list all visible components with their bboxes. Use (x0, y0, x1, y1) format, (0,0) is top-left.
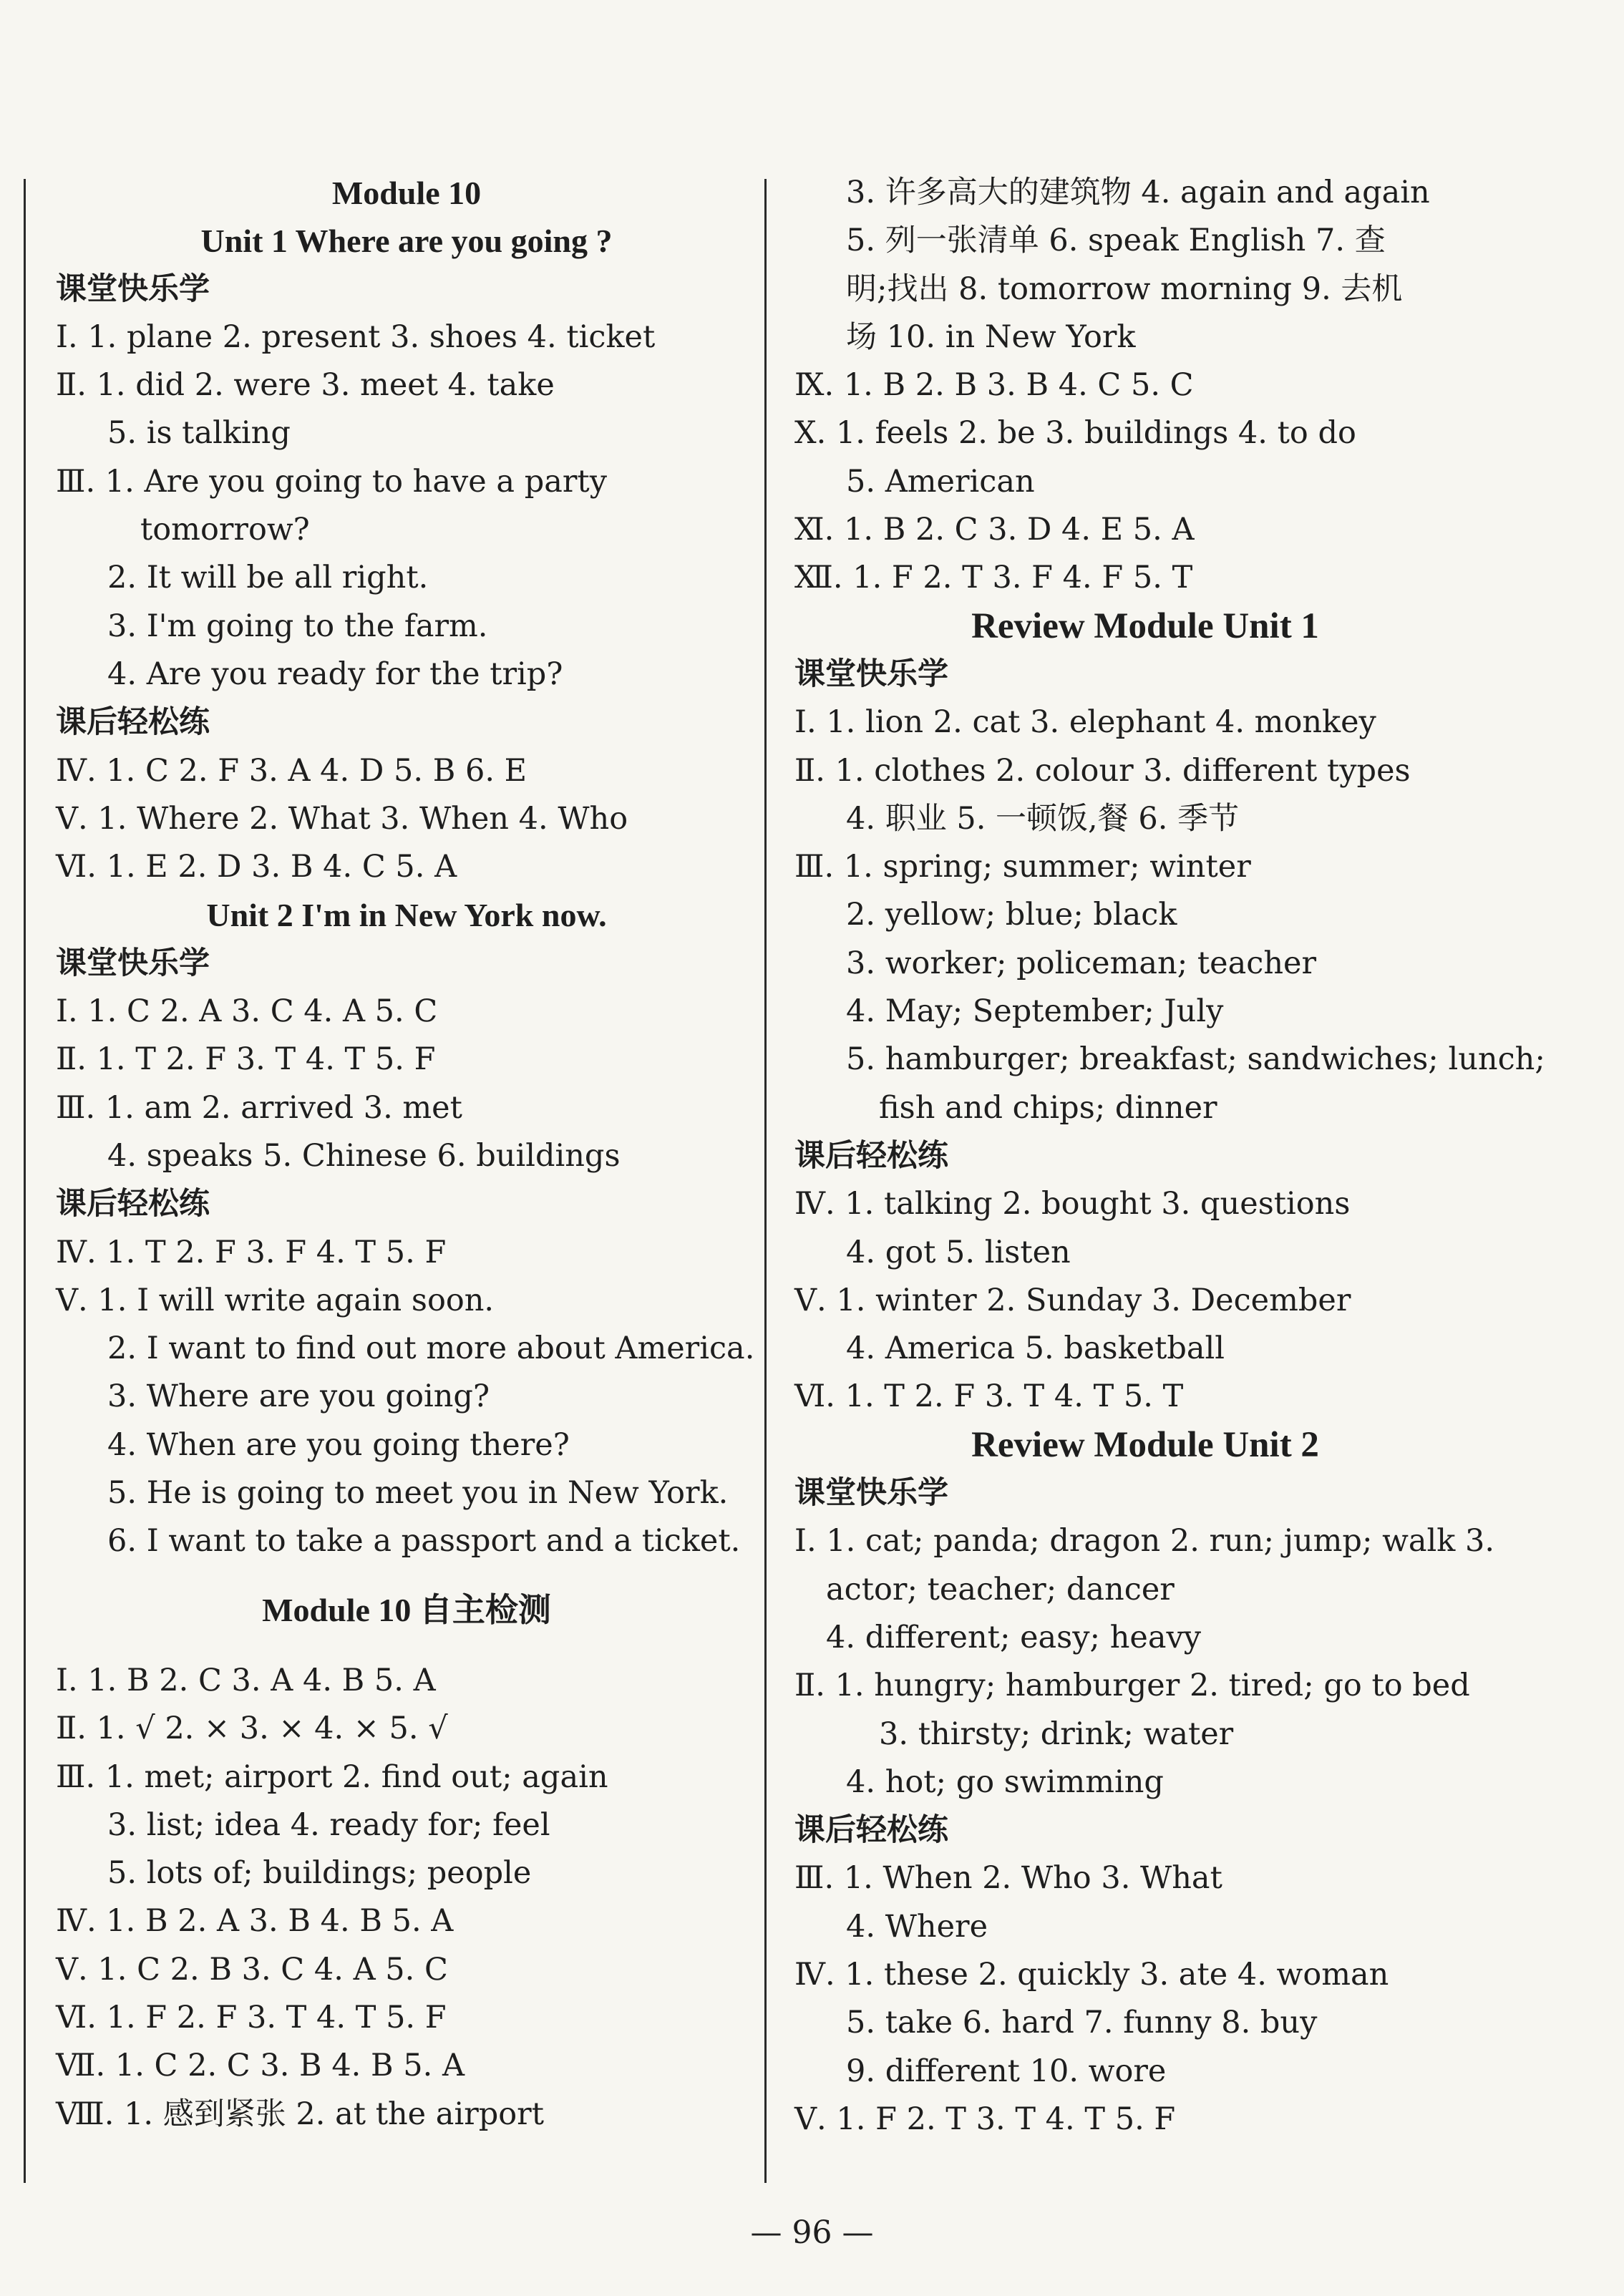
column-rule-left (24, 179, 26, 2183)
answer-line: Ⅳ. 1. C 2. F 3. A 4. D 5. B 6. E (56, 752, 527, 789)
answer-line: Ⅴ. 1. I will write again soon. (56, 1282, 495, 1318)
answer-line: Ⅴ. 1. C 2. B 3. C 4. A 5. C (56, 1951, 448, 1988)
answer-line: 2. yellow; blue; black (846, 897, 1177, 933)
answer-line: 3. 许多高大的建筑物 4. again and again (846, 175, 1430, 210)
page-number: — 96 — (750, 2214, 874, 2251)
answer-line: Ⅲ. 1. When 2. Who 3. What (794, 1860, 1222, 1897)
section-title: Module 10 (331, 175, 482, 211)
answer-line: Ⅱ. 1. did 2. were 3. meet 4. take (56, 367, 555, 404)
answer-line: 5. is talking (107, 415, 291, 452)
answer-line: 4. Are you ready for the trip? (107, 656, 563, 692)
answer-line: Ⅷ. 1. 感到紧张 2. at the airport (56, 2096, 544, 2132)
subsection-heading: 课堂快乐学 (56, 945, 210, 981)
answer-line: 4. hot; go swimming (846, 1764, 1164, 1800)
answer-line: Ⅳ. 1. these 2. quickly 3. ate 4. woman (794, 1956, 1389, 1993)
answer-line: 3. list; idea 4. ready for; feel (107, 1806, 550, 1843)
answer-line: 5. take 6. hard 7. funny 8. buy (846, 2005, 1318, 2041)
section-title: Module 10 自主检测 (262, 1591, 551, 1628)
answer-line: 5. American (846, 463, 1035, 500)
answer-line: Ⅴ. 1. Where 2. What 3. When 4. Who (56, 800, 628, 837)
answer-line: 5. hamburger; breakfast; sandwiches; lunch; (846, 1041, 1545, 1078)
section-title: Review Module Unit 1 (971, 605, 1319, 646)
answer-line: Ⅺ. 1. B 2. C 3. D 4. E 5. A (794, 512, 1195, 548)
subsection-heading: 课堂快乐学 (56, 271, 210, 307)
subsection-heading: 课后轻松练 (794, 1137, 948, 1174)
answer-line: 3. Where are you going? (107, 1378, 490, 1415)
subsection-heading: 课后轻松练 (794, 1812, 948, 1849)
answer-line: Ⅵ. 1. T 2. F 3. T 4. T 5. T (794, 1378, 1184, 1415)
subsection-heading: 课后轻松练 (56, 1186, 210, 1222)
section-title: Unit 2 I'm in New York now. (206, 897, 607, 934)
answer-line: 4. America 5. basketball (846, 1331, 1225, 1367)
answer-line: 3. thirsty; drink; water (879, 1716, 1234, 1752)
answer-line: Ⅰ. 1. cat; panda; dragon 2. run; jump; walk 3. (794, 1523, 1495, 1560)
answer-line: Ⅱ. 1. T 2. F 3. T 4. T 5. F (56, 1041, 436, 1078)
section-title: Unit 1 Where are you going ? (200, 223, 613, 260)
answer-line: Ⅱ. 1. clothes 2. colour 3. different types (794, 752, 1411, 789)
answer-line: Ⅲ. 1. am 2. arrived 3. met (56, 1089, 462, 1126)
answer-line: fish and chips; dinner (879, 1089, 1217, 1126)
answer-line: actor; teacher; dancer (826, 1571, 1175, 1607)
answer-line: 9. different 10. wore (846, 2053, 1167, 2089)
answer-line: Ⅱ. 1. √ 2. × 3. × 4. × 5. √ (56, 1711, 448, 1747)
answer-line: 4. May; September; July (846, 993, 1224, 1030)
answer-line: Ⅴ. 1. winter 2. Sunday 3. December (794, 1282, 1351, 1318)
answer-line: 3. I'm going to the farm. (107, 608, 488, 644)
answer-line: 2. I want to find out more about America. (107, 1331, 755, 1367)
answer-line: Ⅰ. 1. C 2. A 3. C 4. A 5. C (56, 993, 438, 1030)
answer-line: 4. When are you going there? (107, 1426, 570, 1463)
answer-line: 2. It will be all right. (107, 560, 429, 596)
answer-line: tomorrow? (140, 512, 310, 548)
answer-line: 5. 列一张清单 6. speak English 7. 查 (846, 223, 1386, 259)
answer-line: 明;找出 8. tomorrow morning 9. 去机 (846, 271, 1403, 307)
answer-line: 6. I want to take a passport and a ticket. (107, 1523, 741, 1560)
answer-line: 5. He is going to meet you in New York. (107, 1475, 729, 1512)
answer-line: Ⅸ. 1. B 2. B 3. B 4. C 5. C (794, 367, 1194, 404)
column-rule-middle (764, 179, 767, 2183)
answer-line: 场 10. in New York (846, 318, 1136, 355)
answer-line: Ⅱ. 1. hungry; hamburger 2. tired; go to bed (794, 1668, 1470, 1704)
subsection-heading: 课堂快乐学 (794, 656, 948, 692)
answer-line: Ⅵ. 1. F 2. F 3. T 4. T 5. F (56, 1999, 447, 2035)
section-title: Review Module Unit 2 (971, 1424, 1319, 1465)
answer-line: Ⅳ. 1. B 2. A 3. B 4. B 5. A (56, 1903, 454, 1940)
answer-line: Ⅲ. 1. spring; summer; winter (794, 849, 1251, 885)
answer-line: Ⅲ. 1. met; airport 2. find out; again (56, 1759, 608, 1795)
answer-line: 5. lots of; buildings; people (107, 1855, 532, 1892)
answer-line: Ⅰ. 1. plane 2. present 3. shoes 4. ticket (56, 318, 656, 355)
answer-line: Ⅻ. 1. F 2. T 3. F 4. F 5. T (794, 560, 1193, 596)
answer-line: Ⅰ. 1. lion 2. cat 3. elephant 4. monkey (794, 704, 1376, 741)
answer-line: 4. 职业 5. 一顿饭,餐 6. 季节 (846, 800, 1240, 837)
subsection-heading: 课堂快乐学 (794, 1475, 948, 1512)
answer-line: Ⅳ. 1. talking 2. bought 3. questions (794, 1186, 1351, 1222)
answer-line: Ⅴ. 1. F 2. T 3. T 4. T 5. F (794, 2101, 1176, 2137)
answer-line: 4. got 5. listen (846, 1234, 1071, 1270)
answer-line: Ⅳ. 1. T 2. F 3. F 4. T 5. F (56, 1234, 447, 1270)
answer-line: 3. worker; policeman; teacher (846, 945, 1317, 981)
answer-line: Ⅶ. 1. C 2. C 3. B 4. B 5. A (56, 2048, 465, 2084)
answer-column-left (56, 169, 757, 2139)
answer-line: 4. Where (846, 1908, 988, 1945)
answer-column-right (794, 169, 1545, 2144)
answer-line: 4. different; easy; heavy (826, 1619, 1202, 1655)
answer-line: Ⅲ. 1. Are you going to have a party (56, 463, 607, 500)
answer-line: 4. speaks 5. Chinese 6. buildings (107, 1137, 621, 1174)
answer-line: Ⅵ. 1. E 2. D 3. B 4. C 5. A (56, 849, 457, 885)
answer-line: Ⅰ. 1. B 2. C 3. A 4. B 5. A (56, 1662, 436, 1698)
subsection-heading: 课后轻松练 (56, 704, 210, 741)
answer-line: Ⅹ. 1. feels 2. be 3. buildings 4. to do (794, 415, 1356, 452)
